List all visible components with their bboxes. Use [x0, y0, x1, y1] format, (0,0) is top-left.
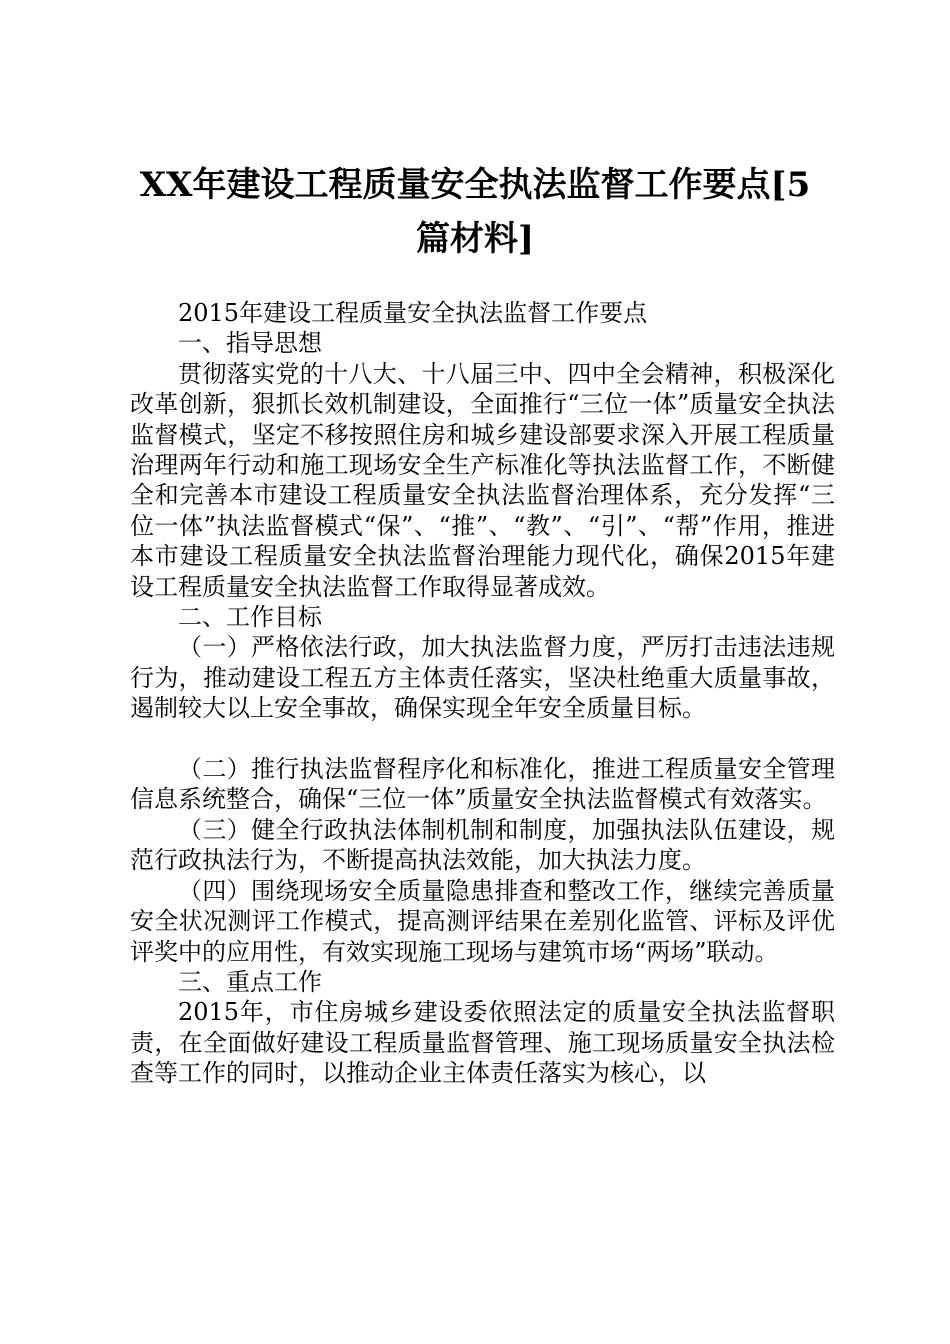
section-heading-key-work: 三、重点工作 — [178, 967, 322, 996]
document-body — [130, 298, 835, 1089]
section-heading-work-goals: 二、工作目标 — [178, 603, 322, 632]
subtitle-paragraph: 2015年建设工程质量安全执法监督工作要点 — [178, 299, 648, 327]
goal-paragraph-3: （三）健全行政执法体制机制和制度，加强执法队伍建设，规范行政执法行为，不断提高执法效能，加大执法力度。 — [130, 815, 835, 875]
body-paragraph-key-work: 2015年，市住房城乡建设委依照法定的质量安全执法监督职责，在全面做好建设工程质量监督管理、施工现场质量安全执法检查等工作的同时，以推动企业主体责任落实为核心，以 — [130, 998, 835, 1088]
goal-paragraph-2: （二）推行执法监督程序化和标准化，推进工程质量安全管理信息系统整合，确保“三位一体”质量安全执法监督模式有效落实。 — [130, 755, 835, 814]
body-paragraph: 贯彻落实党的十八大、十八届三中、四中全会精神，积极深化改革创新，狠抓长效机制建设，全面推行“三位一体”质量安全执法监督模式，坚定不移按照住房和城乡建设部要求深入开展工程质量治理两年行动和施工现场安全生产标准化等执法监督工作，不断健全和完善本市建设工程质量安全执法监督治理体系，充分发挥“三位一体”执法监督模式“保”、“推”、“教”、“引”、“帮”作用，推进本市建设工程质量安全执法监督治理能力现代化，确保2015年建设工程质量安全执法监督工作取得显著成效。 — [130, 359, 835, 601]
goal-paragraph-1: （一）严格依法行政，加大执法监督力度，严厉打击违法违规行为，推动建设工程五方主体责任落实，坚决杜绝重大质量事故，遏制较大以上安全事故，确保实现全年安全质量目标。 — [130, 633, 835, 723]
section-heading-guiding-ideology: 一、指导思想 — [178, 329, 322, 358]
goal-paragraph-4: （四）围绕现场安全质量隐患排查和整改工作，继续完善质量安全状况测评工作模式，提高测评结果在差别化监管、评标及评优评奖中的应用性，有效实现施工现场与建筑市场“两场”联动。 — [130, 876, 835, 966]
document-title: XX年建设工程质量安全执法监督工作要点[5篇材料] — [139, 165, 811, 259]
